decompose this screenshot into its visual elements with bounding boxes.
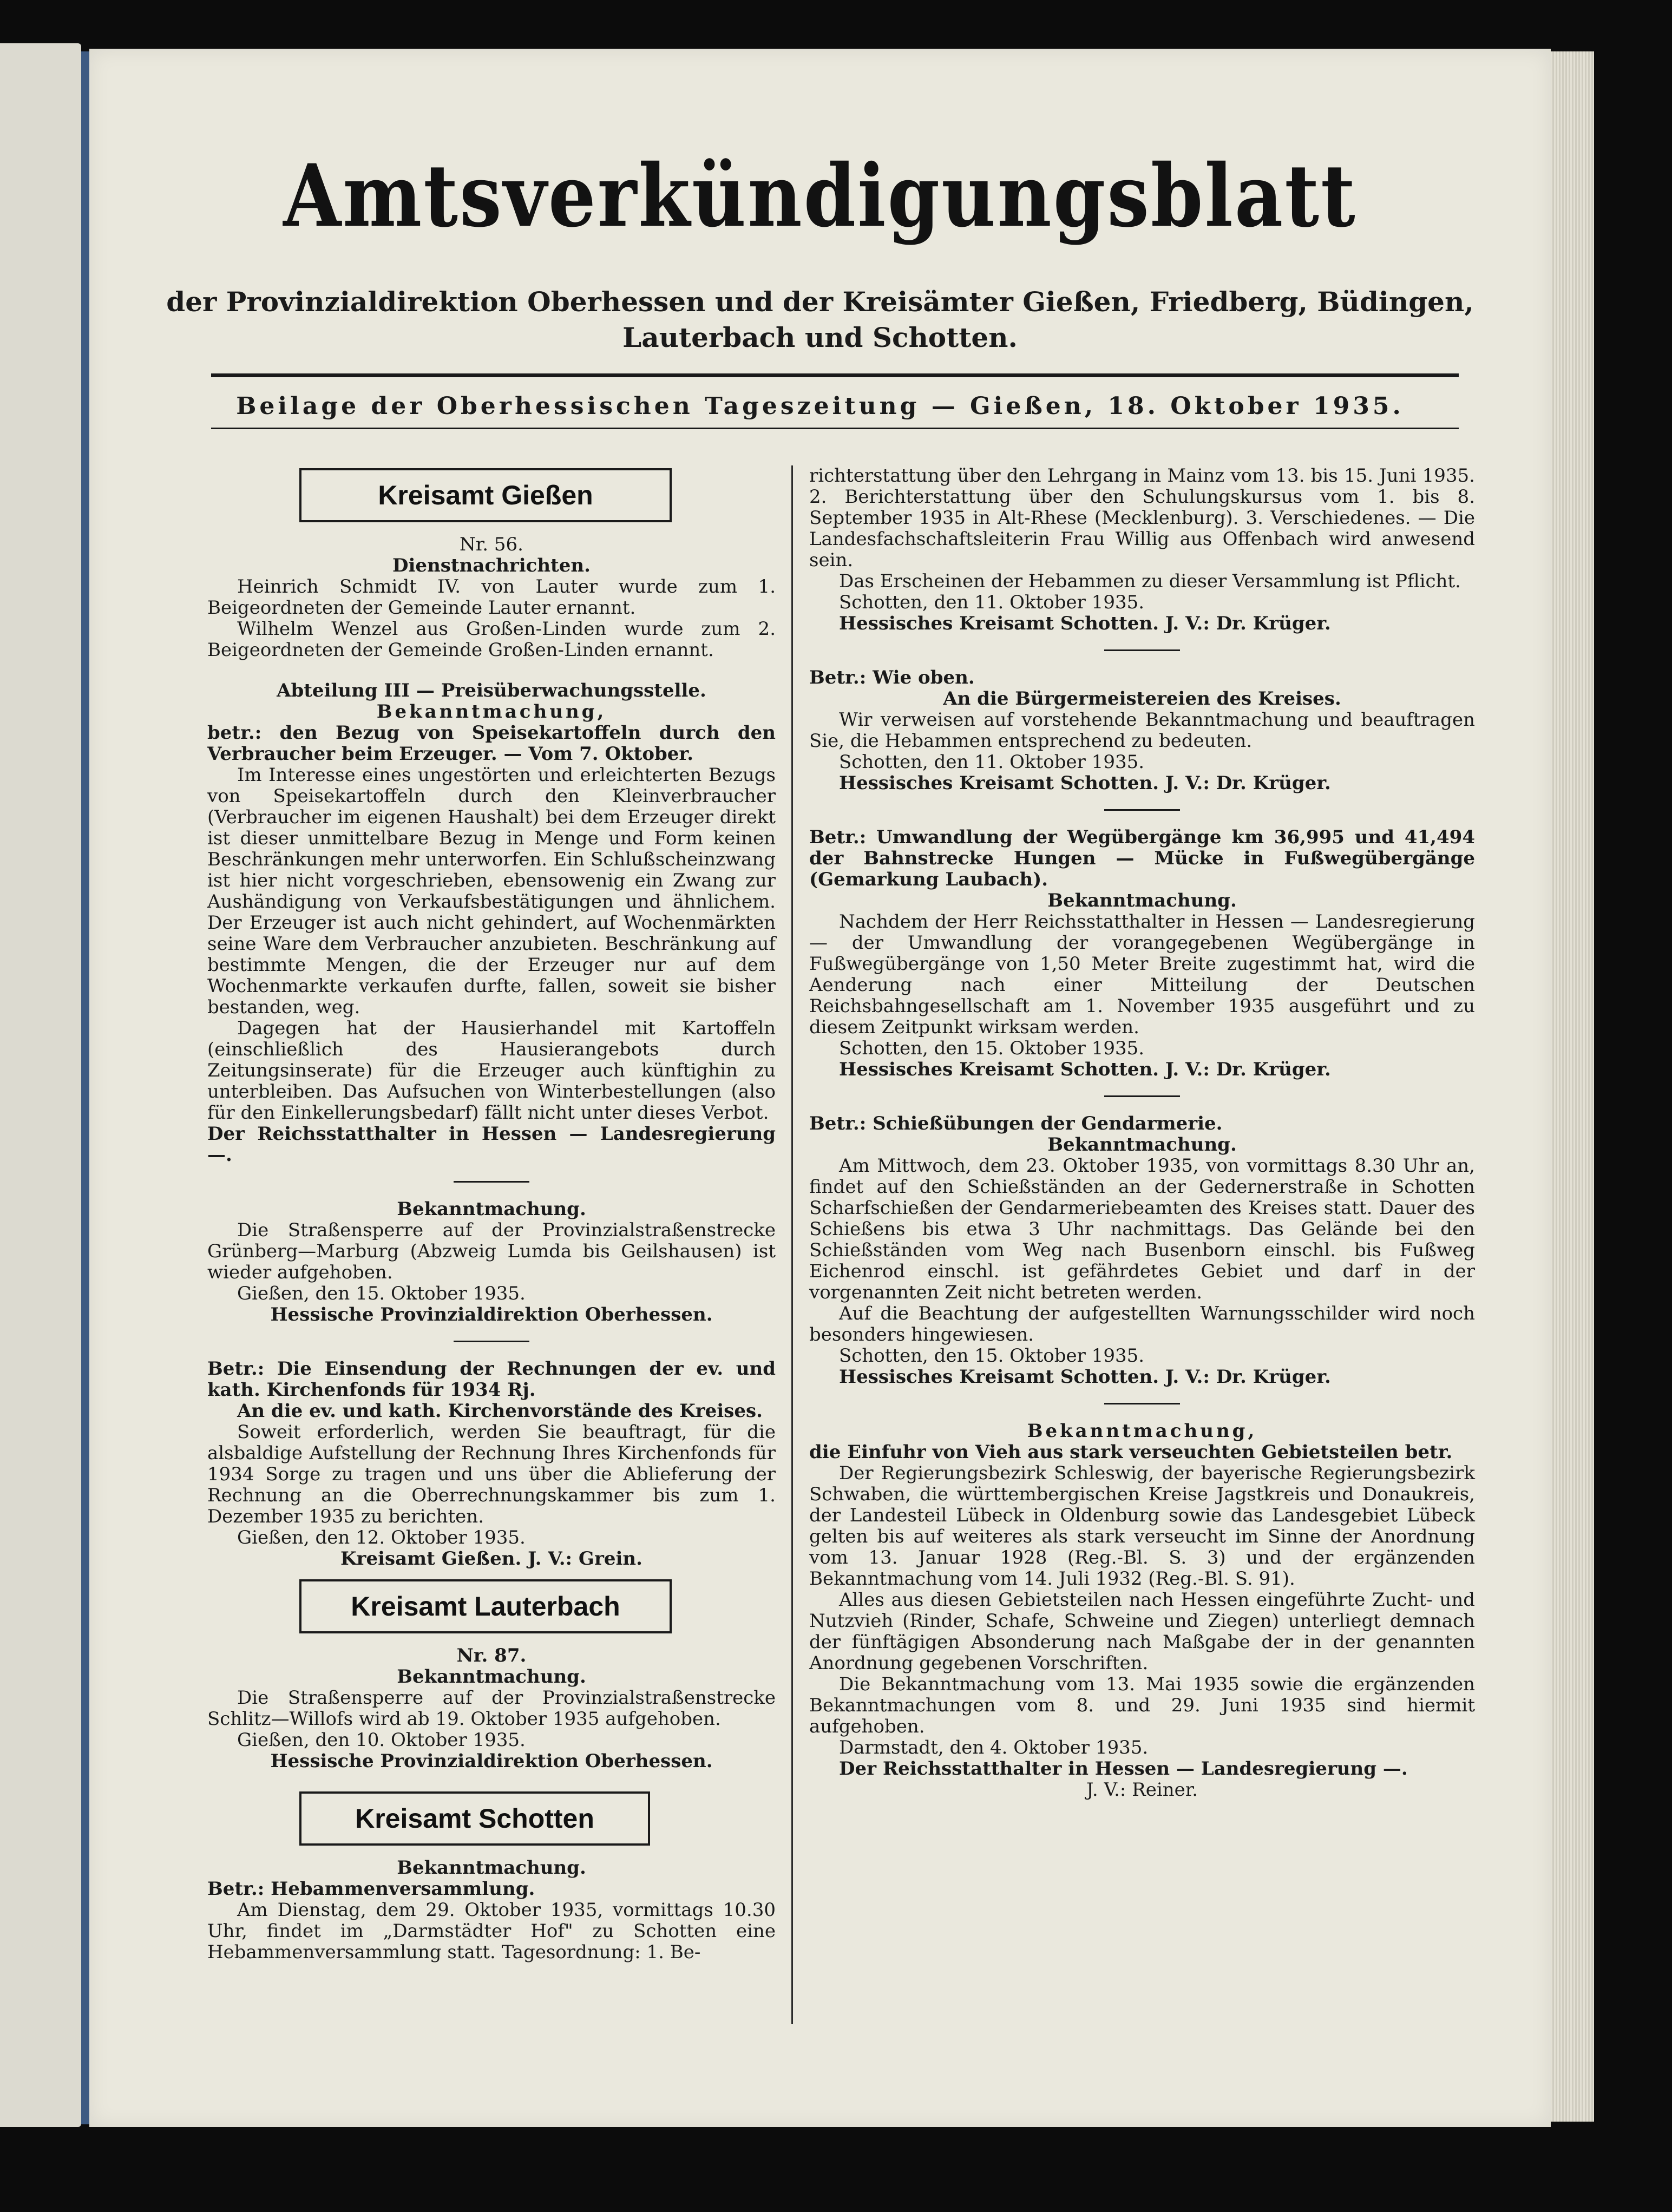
section-heading-schotten: Kreisamt Schotten bbox=[299, 1791, 650, 1846]
r-paragraph-1: richterstattung über den Lehrgang in Mainz vom 13. bis 15. Juni 1935. 2. Berichterstattung über den Schulungskursus vom 1. bis 8. September 1935 in Alt-Rhese (Mecklenburg). 3. Verschiedenes. — Die Landesfachschaftsleiterin Frau Willig aus Offenbach wird anwesend sein. bbox=[809, 465, 1475, 571]
s-bekanntmachung: Bekanntmachung. bbox=[397, 1857, 586, 1879]
g-date-2: Gießen, den 12. Oktober 1935. bbox=[237, 1527, 526, 1548]
r-paragraph-5: Am Mittwoch, dem 23. Oktober 1935, von vormittags 8.30 Uhr an, findet auf den Schießständen an der Gedernerstraße in Schotten Scharfschießen der Gendarmeriebeamten des Kreises statt. Dauer des Schießens bis etwa 3 Uhr nachmittags. Das Gelände bei den Schießständen vom Weg nach Busenborn einschl. bis Fußweg Eichenrod einschl. ist gefährdetes Gebiet und darf in der vorgenannten Zeit nicht betreten werden. bbox=[809, 1155, 1475, 1303]
g-paragraph-6: Soweit erforderlich, werden Sie beauftragt, für die alsbaldige Aufstellung der Rechnung Ihres Kirchenfonds für 1934 Sorge zu tragen und uns über die Ablieferung der Rechnung an die Oberrechnungskammer bis zum 1. Dezember 1935 zu berichten. bbox=[207, 1421, 776, 1527]
separator-rule bbox=[1104, 649, 1180, 651]
g-abteilung: Abteilung III — Preisüberwachungsstelle. bbox=[277, 680, 706, 701]
g-addressee: An die ev. und kath. Kirchenvorstände des Kreises. bbox=[237, 1400, 763, 1422]
g-date-1: Gießen, den 15. Oktober 1935. bbox=[237, 1283, 526, 1304]
r-paragraph-3: Wir verweisen auf vorstehende Bekanntmachung und beauftragen Sie, die Hebammen entsprechend zu bedeuten. bbox=[809, 709, 1475, 752]
r-signature-5b: J. V.: Reiner. bbox=[1086, 1779, 1198, 1801]
r-betr-2: Betr.: Wie oben. bbox=[809, 667, 975, 688]
r-bekanntmachung-3: Bekanntmachung. bbox=[1047, 890, 1237, 911]
r-date-4: Schotten, den 15. Oktober 1935. bbox=[839, 1345, 1145, 1367]
g-betr-2: Betr.: Die Einsendung der Rechnungen der ev. und kath. Kirchenfonds für 1934 Rj. bbox=[207, 1358, 776, 1401]
r-betr-5: die Einfuhr von Vieh aus stark verseuchten Gebietsteilen betr. bbox=[809, 1441, 1453, 1463]
separator-rule bbox=[454, 1341, 529, 1342]
supplement-line: Beilage der Oberhessischen Tageszeitung — Gießen, 18. Oktober 1935. bbox=[236, 392, 1404, 420]
r-paragraph-8: Alles aus diesen Gebietsteilen nach Hessen eingeführte Zucht- und Nutzvieh (Rinder, Schafe, Schweine und Ziegen) unterliegt demnach der fünftägigen Absonderung nach Maßgabe der in der genannten Anordnung gegebenen Vorschriften. bbox=[809, 1589, 1475, 1674]
masthead-subtitle-line1: der Provinzialdirektion Oberhessen und der Kreisämter Gießen, Friedberg, Büdingen, bbox=[166, 286, 1474, 318]
r-betr-4: Betr.: Schießübungen der Gendarmerie. bbox=[809, 1113, 1223, 1134]
separator-rule bbox=[1104, 1403, 1180, 1404]
newspaper-page bbox=[89, 49, 1551, 2127]
right-column bbox=[809, 465, 1475, 1801]
s-betr: Betr.: Hebammenversammlung. bbox=[207, 1878, 535, 1900]
r-signature-1: Hessisches Kreisamt Schotten. J. V.: Dr. Krüger. bbox=[839, 613, 1331, 634]
r-bekanntmachung-5: Bekanntmachung, bbox=[1027, 1420, 1257, 1442]
separator-rule bbox=[1104, 809, 1180, 811]
r-addressee-2: An die Bürgermeistereien des Kreises. bbox=[943, 688, 1341, 710]
g-paragraph-2: Wilhelm Wenzel aus Großen-Linden wurde zum 2. Beigeordneten der Gemeinde Großen-Linden ernannt. bbox=[207, 618, 776, 661]
separator-rule bbox=[1104, 1095, 1180, 1097]
masthead-rule-top bbox=[211, 373, 1459, 377]
masthead-rule-bottom bbox=[211, 428, 1459, 429]
r-signature-3: Hessisches Kreisamt Schotten. J. V.: Dr. Krüger. bbox=[839, 1059, 1331, 1080]
g-paragraph-1: Heinrich Schmidt IV. von Lauter wurde zum 1. Beigeordneten der Gemeinde Lauter ernannt. bbox=[207, 576, 776, 619]
r-signature-2: Hessisches Kreisamt Schotten. J. V.: Dr. Krüger. bbox=[839, 772, 1331, 794]
l-bekanntmachung: Bekanntmachung. bbox=[397, 1666, 586, 1688]
g-paragraph-3: Im Interesse eines ungestörten und erleichterten Bezugs von Speisekartoffeln durch den Kleinverbraucher (Verbraucher im eigenen Haushalt) bei dem Erzeuger direkt ist dieser unmittelbare Bezug in Menge und Form keinen Beschränkungen mehr unterworfen. Ein Schlußscheinzwang ist hier nicht vorgeschrieben, ebensowenig ein Zwang zur Aushändigung von Verkaufsbestätigungen und ähnlichem. Der Erzeuger ist auch nicht gehindert, auf Wochenmärkten seine Ware dem Verbraucher anzubieten. Beschränkung auf bestimmte Mengen, die der Erzeuger nur auf dem Wochenmarkte verkaufen durfte, fallen, soweit sie bisher bestanden, weg. bbox=[207, 764, 776, 1018]
r-paragraph-7: Der Regierungsbezirk Schleswig, der bayerische Regierungsbezirk Schwaben, die württembergischen Kreise Jagstkreis und Donaukreis, der Landesteil Lübeck in Oldenburg sowie das Landesgebiet Lübeck gelten bis auf weiteres als stark verseucht im Sinne der Anordnung vom 13. Januar 1928 (Reg.-Bl. S. 3) und der ergänzenden Bekanntmachung vom 14. Juli 1932 (Reg.-Bl. S. 91). bbox=[809, 1462, 1475, 1590]
masthead-title: Amtsverkündigungsblatt bbox=[283, 145, 1357, 247]
r-signature-4: Hessisches Kreisamt Schotten. J. V.: Dr. Krüger. bbox=[839, 1366, 1331, 1388]
r-bekanntmachung-4: Bekanntmachung. bbox=[1047, 1134, 1237, 1156]
r-betr-3: Betr.: Umwandlung der Wegübergänge km 36,995 und 41,494 der Bahnstrecke Hungen — Mücke in Fußwegübergänge (Gemarkung Laubach). bbox=[809, 826, 1475, 890]
l-date: Gießen, den 10. Oktober 1935. bbox=[237, 1729, 526, 1751]
g-number: Nr. 56. bbox=[460, 534, 523, 555]
masthead-subtitle-line2: Lauterbach und Schotten. bbox=[622, 321, 1018, 353]
r-date-5: Darmstadt, den 4. Oktober 1935. bbox=[839, 1737, 1149, 1758]
g-signature-1: Der Reichsstatthalter in Hessen — Landesregierung —. bbox=[207, 1123, 776, 1166]
l-number: Nr. 87. bbox=[456, 1645, 527, 1666]
section-heading-lauterbach: Kreisamt Lauterbach bbox=[299, 1579, 672, 1633]
l-paragraph-1: Die Straßensperre auf der Provinzialstraßenstrecke Schlitz—Willofs wird ab 19. Oktober 1935 aufgehoben. bbox=[207, 1687, 776, 1730]
s-paragraph-1: Am Dienstag, dem 29. Oktober 1935, vormittags 10.30 Uhr, findet im „Darmstädter Hof" zu Schotten eine Hebammenversammlung statt. Tagesordnung: 1. Be- bbox=[207, 1899, 776, 1963]
g-betr-1: betr.: den Bezug von Speisekartoffeln durch den Verbraucher beim Erzeuger. — Vom 7. Oktober. bbox=[207, 722, 776, 765]
r-date-2: Schotten, den 11. Oktober 1935. bbox=[839, 751, 1145, 773]
r-date-1: Schotten, den 11. Oktober 1935. bbox=[839, 592, 1145, 613]
section-heading-giessen: Kreisamt Gießen bbox=[299, 468, 672, 522]
r-date-3: Schotten, den 15. Oktober 1935. bbox=[839, 1038, 1145, 1059]
g-signature-3: Kreisamt Gießen. J. V.: Grein. bbox=[340, 1548, 642, 1570]
r-signature-5: Der Reichsstatthalter in Hessen — Landesregierung —. bbox=[839, 1758, 1408, 1780]
l-signature: Hessische Provinzialdirektion Oberhessen. bbox=[270, 1750, 713, 1772]
g-signature-2: Hessische Provinzialdirektion Oberhessen. bbox=[270, 1304, 713, 1325]
r-paragraph-6: Auf die Beachtung der aufgestellten Warnungsschilder wird noch besonders hingewiesen. bbox=[809, 1303, 1475, 1345]
g-bekanntmachung-2: Bekanntmachung. bbox=[397, 1198, 586, 1220]
separator-rule bbox=[454, 1181, 529, 1183]
r-paragraph-2: Das Erscheinen der Hebammen zu dieser Versammlung ist Pflicht. bbox=[839, 570, 1461, 592]
left-column bbox=[207, 468, 776, 1963]
g-bekanntmachung-1: Bekanntmachung, bbox=[376, 701, 607, 723]
r-paragraph-9: Die Bekanntmachung vom 13. Mai 1935 sowie die ergänzenden Bekanntmachungen vom 8. und 29. Juni 1935 sind hiermit aufgehoben. bbox=[809, 1673, 1475, 1737]
masthead-subtitle bbox=[89, 284, 1551, 356]
g-paragraph-4: Dagegen hat der Hausierhandel mit Kartoffeln (einschließlich des Hausierangebots durch Zeitungsinserate) für die Erzeuger auch künftighin zu unterbleiben. Das Aufsuchen von Winterbestellungen (also für den Einkellerungsbedarf) fällt nicht unter dieses Verbot. bbox=[207, 1018, 776, 1124]
column-divider bbox=[791, 465, 793, 2024]
r-paragraph-4: Nachdem der Herr Reichsstatthalter in Hessen — Landesregierung — der Umwandlung der vorangegebenen Wegübergänge in Fußwegübergänge von 1,50 Meter Breite zugestimmt hat, wird die Aenderung nach einer Mitteilung der Deutschen Reichsbahngesellschaft am 1. November 1935 ausgeführt und zu diesem Zeitpunkt wirksam werden. bbox=[809, 911, 1475, 1038]
g-dienst-heading: Dienstnachrichten. bbox=[392, 555, 591, 576]
g-paragraph-5: Die Straßensperre auf der Provinzialstraßenstrecke Grünberg—Marburg (Abzweig Lumda bis Geilshausen) ist wieder aufgehoben. bbox=[207, 1219, 776, 1283]
left-page-edge bbox=[0, 43, 81, 2127]
